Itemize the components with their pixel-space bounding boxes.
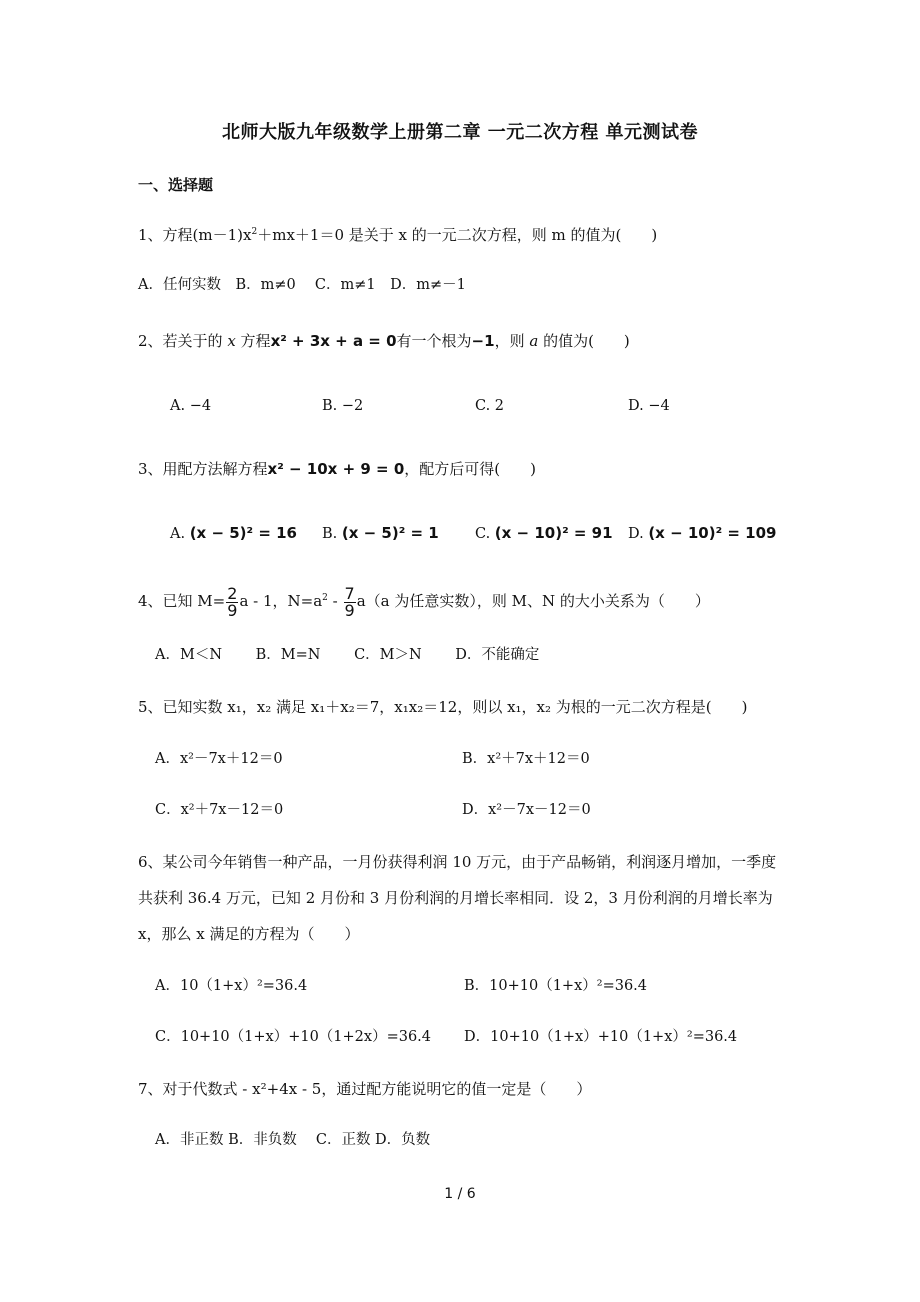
q2-equation: x² + 3x + a = 0 xyxy=(270,332,397,350)
q4-fraction-1 xyxy=(226,583,238,620)
q1-text-c: ＋mx＋1＝0 是关于 x 的一元二次方程，则 m 的值为( ) xyxy=(257,226,658,244)
q5-option-d: D．x²－7x－12＝0 xyxy=(462,802,591,818)
q3-option-d xyxy=(628,523,777,544)
q2-text-d: ，则 xyxy=(494,332,530,350)
q3-option-d-math: (x − 10)² = 109 xyxy=(648,524,777,542)
q2-var-x: x xyxy=(227,332,236,350)
q2-option-c: C. 2 xyxy=(475,398,505,414)
q3-option-b xyxy=(322,523,439,544)
q2-option-a: A. −4 xyxy=(170,398,212,414)
q2-option-b: B. −2 xyxy=(322,398,364,414)
q4-text-a: 4、已知 M= xyxy=(138,592,226,610)
q2-root: −1 xyxy=(471,332,495,350)
question-1-stem xyxy=(138,222,657,245)
question-1-options: A．任何实数 B．m≠0 C．m≠1 D．m≠－1 xyxy=(138,277,466,293)
question-7-options: A．非正数 B．非负数 C．正数 D．负数 xyxy=(155,1132,431,1148)
q3-option-a-label: A. xyxy=(170,526,186,542)
q6-option-d: D．10+10（1+x）+10（1+x）²=36.4 xyxy=(464,1029,738,1045)
q4-superscript: 2 xyxy=(322,593,328,603)
q3-text-a: 3、用配方法解方程 xyxy=(138,460,268,478)
q3-option-b-label: B. xyxy=(322,526,338,542)
q2-option-d: D. −4 xyxy=(628,398,670,414)
q4-frac2-num: 7 xyxy=(344,583,355,603)
q3-option-c-label: C. xyxy=(475,526,491,542)
q1-superscript: 2 xyxy=(251,227,258,237)
q2-var-a: a xyxy=(529,332,539,350)
q6-option-a: A．10（1+x）²=36.4 xyxy=(155,978,308,994)
q3-option-c xyxy=(475,523,613,544)
q4-frac1-den: 9 xyxy=(227,600,238,620)
q3-option-d-label: D. xyxy=(628,526,644,542)
q4-text-b: a - 1，N=a xyxy=(239,592,323,610)
q2-text-c: 有一个根为 xyxy=(396,332,472,350)
q6-option-b: B．10+10（1+x）²=36.4 xyxy=(464,978,648,994)
q5-option-a: A．x²－7x＋12＝0 xyxy=(155,751,283,767)
q5-option-c: C．x²＋7x－12＝0 xyxy=(155,802,284,818)
q3-text-b: ，配方后可得( ) xyxy=(404,460,536,478)
q4-text-c: - xyxy=(327,592,343,610)
q4-frac1-num: 2 xyxy=(227,583,238,603)
question-4-options: A．M＜N B．M=N C．M＞N D．不能确定 xyxy=(155,647,540,663)
document-title: 北师大版九年级数学上册第二章 一元二次方程 单元测试卷 xyxy=(221,122,699,143)
q4-text-d: a（a 为任意实数），则 M、N 的大小关系为（ ） xyxy=(356,592,710,610)
q3-option-a xyxy=(170,523,297,544)
question-2-stem xyxy=(138,331,630,351)
q3-option-a-math: (x − 5)² = 16 xyxy=(189,524,297,542)
q3-equation: x² − 10x + 9 = 0 xyxy=(267,460,405,478)
question-6-stem: 6、某公司今年销售一种产品，一月份获得利润 10 万元，由于产品畅销，利润逐月增加，一季度共获利 36.4 万元，已知 2 月份和 3 月份利润的月增长率相同．设 2，3 月份利润的月增长率为 x，那么 x 满足的方程为（ ） xyxy=(138,853,777,943)
q2-text-b: 方程 xyxy=(235,332,271,350)
q1-text-a: 1、方程(m－1)x xyxy=(138,226,252,244)
question-7-stem: 7、对于代数式 - x²+4x - 5，通过配方能说明它的值一定是（ ） xyxy=(138,1080,592,1098)
question-5-stem: 5、已知实数 x₁，x₂ 满足 x₁＋x₂＝7，x₁x₂＝12，则以 x₁，x₂ 为根的一元二次方程是( ) xyxy=(138,698,748,716)
q4-fraction-2 xyxy=(344,583,356,620)
question-3-stem xyxy=(138,459,536,479)
q3-option-b-math: (x − 5)² = 1 xyxy=(341,524,439,542)
q2-text-a: 2、若关于的 xyxy=(138,332,228,350)
page-indicator: 1 / 6 xyxy=(444,1186,476,1202)
q3-option-c-math: (x − 10)² = 91 xyxy=(494,524,613,542)
q5-option-b: B．x²＋7x＋12＝0 xyxy=(462,751,590,767)
q6-option-c: C．10+10（1+x）+10（1+2x）=36.4 xyxy=(155,1029,432,1045)
q4-frac2-den: 9 xyxy=(344,600,355,620)
q2-text-e: 的值为( ) xyxy=(538,332,630,350)
question-4-stem xyxy=(138,578,710,621)
section-heading: 一、选择题 xyxy=(138,176,214,194)
